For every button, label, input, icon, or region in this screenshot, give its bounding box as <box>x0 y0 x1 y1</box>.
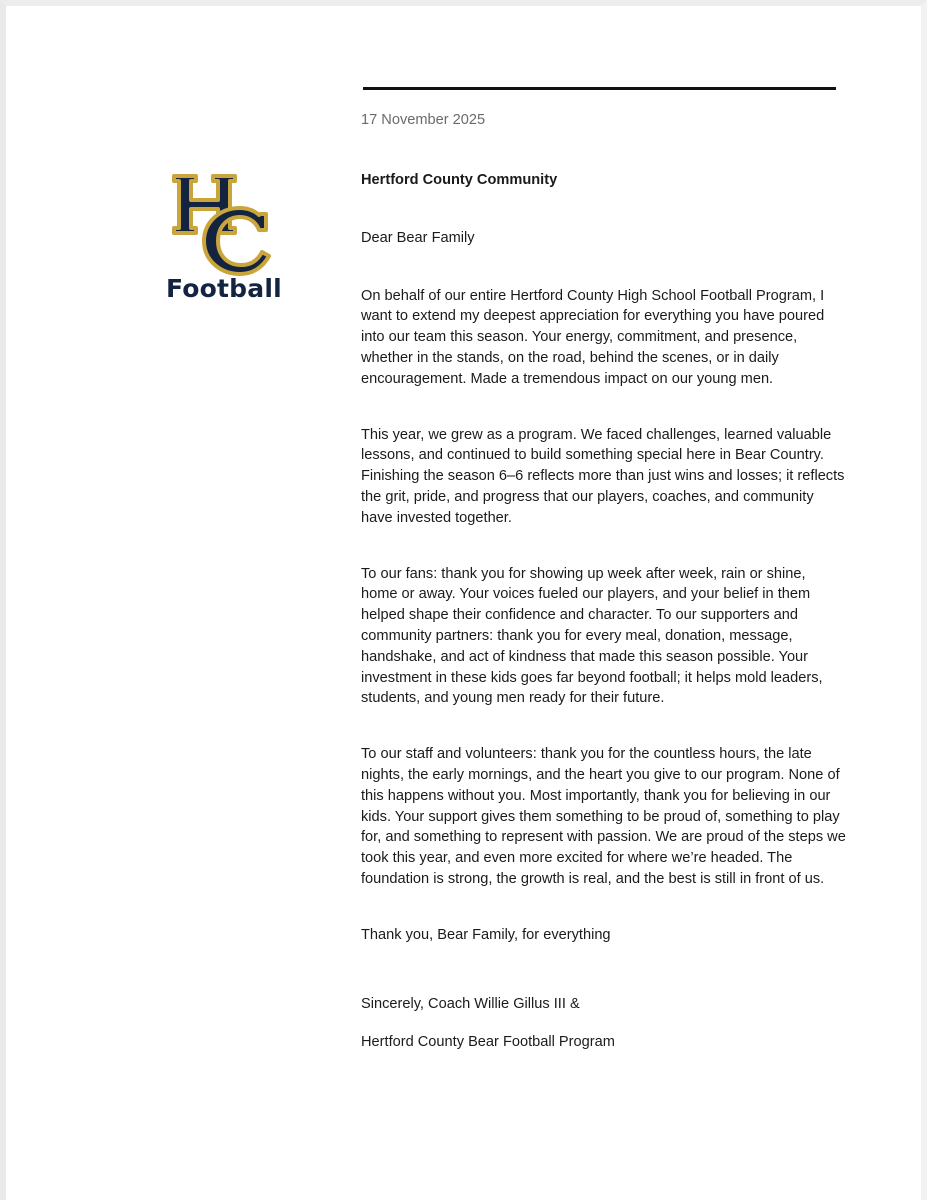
letter-closing: Thank you, Bear Family, for everything <box>361 926 611 943</box>
letter-paragraph: To our fans: thank you for showing up week after week, rain or shine, home or away. Your voices fueled our players, and your belief in them helped shape their confidence and character. To our supporters and community partners: thank you for every meal, donation, message, handshake, and act of kindness that made this season possible. Your investment in these kids goes far beyond football; it helps mold leaders, students, and young men ready for their future. <box>361 565 823 707</box>
letter-date: 17 November 2025 <box>361 112 486 128</box>
header-rule <box>363 87 836 90</box>
logo-wordmark: Football <box>166 274 282 303</box>
letter-salutation: Dear Bear Family <box>361 229 475 246</box>
letter-paragraph: This year, we grew as a program. We faced challenges, learned valuable lessons, and continued to build something special here in Bear Country. Finishing the season 6–6 reflects more than just wins and losses; it reflects the grit, pride, and progress that our players, coaches, and community have invested together. <box>361 426 845 526</box>
letter-signoff: Sincerely, Coach Willie Gillus III & <box>361 995 580 1012</box>
letter-body <box>361 110 846 1053</box>
letter-program-name: Hertford County Bear Football Program <box>361 1034 615 1051</box>
letter-recipient: Hertford County Community <box>361 172 558 188</box>
letter-paragraph: On behalf of our entire Hertford County High School Football Program, I want to extend my deepest appreciation for everything you have poured into our team this season. Your energy, commitment, and presence, whether in the stands, on the road, behind the scenes, or in daily encouragement. Made a tremendous impact on our young men. <box>361 287 825 387</box>
letter-paragraph: To our staff and volunteers: thank you for the countless hours, the late nights, the early mornings, and the heart you give to our program. None of this happens without you. Most importantly, thank you for believing in our kids. Your support gives them something to be proud of, something to play for, and something to represent with passion. We are proud of the steps we took this year, and even more excited for where we’re headed. The foundation is strong, the growth is real, and the best is still in front of us. <box>361 746 846 887</box>
hc-monogram <box>174 176 269 274</box>
